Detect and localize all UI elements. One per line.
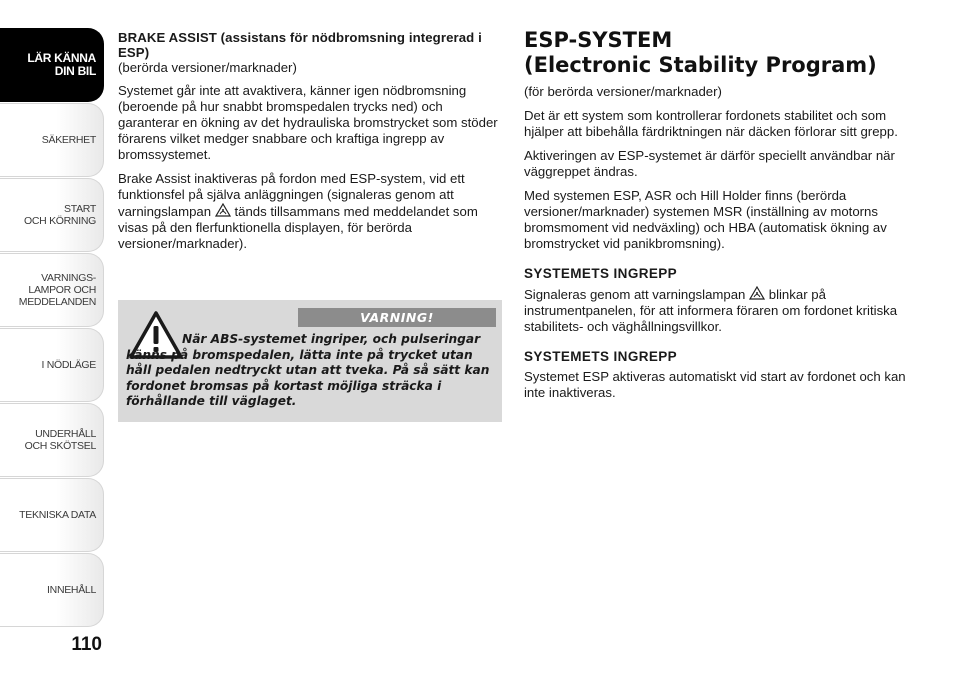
tab-i-nodlage[interactable]: I NÖDLÄGE xyxy=(0,328,104,402)
brake-assist-paragraph-1: Systemet går inte att avaktivera, känner igen nödbromsning (beroende på hur snabbt bromspedalen trycks ned) och garanterar en ökning av det hydrauliska bromstrycket som stöder förarens vilket medger snabbare och kraftiga ingrepp av bromssystemet. xyxy=(118,83,498,162)
ingrepp-text-after: blinkar på instrumentpanelen, för att informera föraren om fordonet kritiska stabilitets- och väghållningsvillkor. xyxy=(524,287,898,334)
systemets-ingrepp-text-1 xyxy=(524,286,914,335)
esp-title-line-1: ESP-SYSTEM xyxy=(524,28,673,52)
warning-box xyxy=(118,300,502,422)
tab-underhall[interactable]: UNDERHÅLL OCH SKÖTSEL xyxy=(0,403,104,477)
warning-text: När ABS-systemet ingriper, och pulseringar känns på bromspedalen, lätta inte på trycket utan håll pedalen nedtryckt utan att tveka. På så sätt kan fordonet bromsas på kortast möjliga sträcka i förhållande till väglaget. xyxy=(126,332,490,408)
brake-assist-heading: BRAKE ASSIST (assistans för nödbromsning integrerad i ESP) xyxy=(118,30,482,60)
esp-paragraph-1: Det är ett system som kontrollerar fordonets stabilitet och som hjälper att bibehålla färdriktningen när däcken förlorar sitt grepp. xyxy=(524,108,898,139)
warning-label: VARNING! xyxy=(298,308,496,327)
esp-paragraph-3: Med systemen ESP, ASR och Hill Holder finns (berörda versioner/marknader) systemen MSR (inställning av motorns bromsmoment vid nedväxling) och HBA (automatisk ökning av bromstrycket vid panikbromsning). xyxy=(524,188,887,251)
esp-title-line-2: (Electronic Stability Program) xyxy=(524,53,877,77)
systemets-ingrepp-text-2: Systemet ESP aktiveras automatiskt vid start av fordonet och kan inte inaktiveras. xyxy=(524,369,906,400)
tab-start-och-korning[interactable]: START OCH KÖRNING xyxy=(0,178,104,252)
tab-varningslampor[interactable]: VARNINGS- LAMPOR OCH MEDDELANDEN xyxy=(0,253,104,327)
esp-section xyxy=(524,28,914,409)
esp-warning-lamp-icon xyxy=(215,203,231,217)
brake-assist-paragraph-2 xyxy=(118,171,502,252)
tab-sakerhet[interactable]: SÄKERHET xyxy=(0,103,104,177)
tab-innehall[interactable]: INNEHÅLL xyxy=(0,553,104,627)
esp-warning-lamp-icon xyxy=(749,286,765,300)
esp-paragraph-2: Aktiveringen av ESP-systemet är därför speciellt användbar när väggreppet ändras. xyxy=(524,148,895,179)
esp-subheading: (för berörda versioner/marknader) xyxy=(524,84,722,99)
systemets-ingrepp-heading-2: SYSTEMETS INGREPP xyxy=(524,349,678,364)
brake-assist-p2-before: Brake Assist inaktiveras på fordon med ESP-system, vid ett funktionsfel på själva anläggningen (signaleras genom att varningslampan xyxy=(118,171,465,219)
systemets-ingrepp-heading-1: SYSTEMETS INGREPP xyxy=(524,266,678,281)
tab-lar-kanna-din-bil[interactable]: LÄR KÄNNA DIN BIL xyxy=(0,28,104,102)
page-number: 110 xyxy=(71,634,102,655)
brake-assist-section xyxy=(118,30,502,260)
ingrepp-text-before: Signaleras genom att varningslampan xyxy=(524,287,746,302)
brake-assist-p2-after: tänds tillsammans med meddelandet som visas på den flerfunktionella displayen, för berörda versioner/marknader). xyxy=(118,204,478,251)
brake-assist-subheading: (berörda versioner/marknader) xyxy=(118,60,297,75)
tab-tekniska-data[interactable]: TEKNISKA DATA xyxy=(0,478,104,552)
